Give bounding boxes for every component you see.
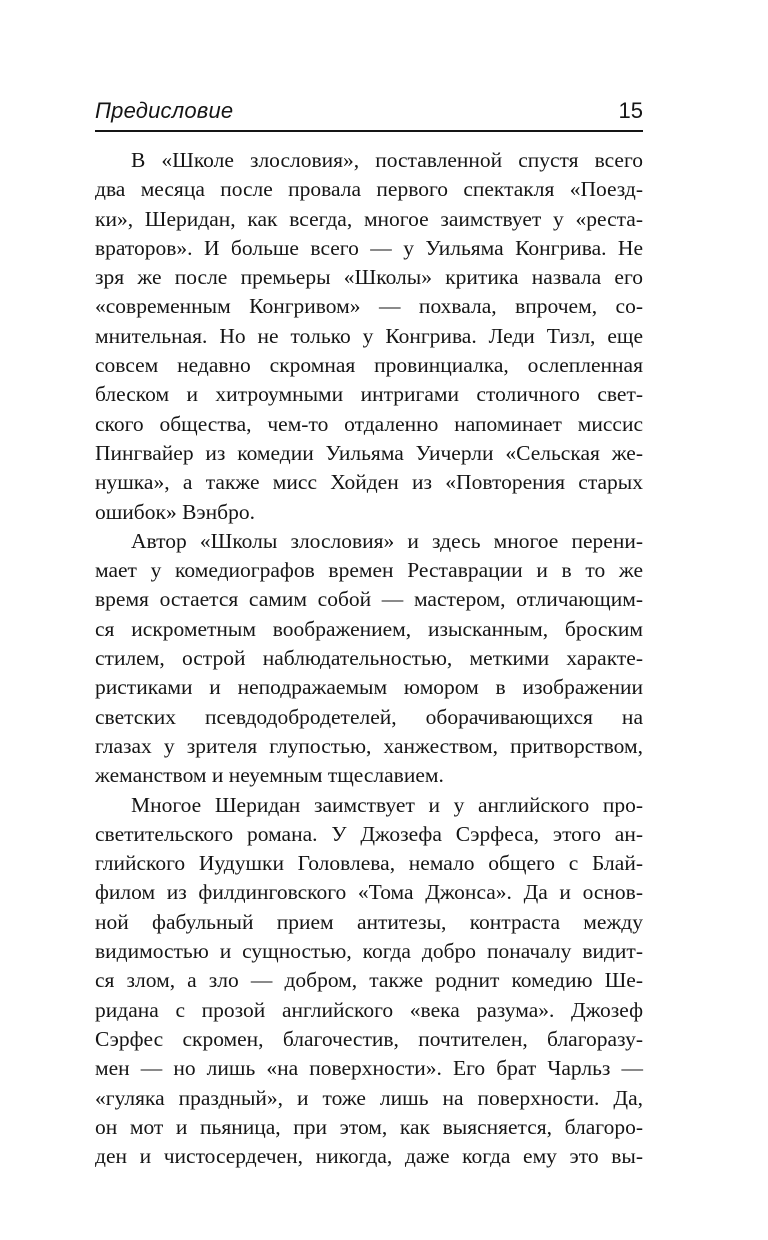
text-line: нушка», а также мисс Хойден из «Повторения старых <box>95 470 643 495</box>
text-line: ошибок» Вэнбро. <box>95 499 255 524</box>
running-title: Предисловие <box>95 98 234 123</box>
text-line: ридана с прозой английского «века разума». Джозеф <box>95 997 643 1022</box>
text-line: «современным Конгривом» — похвала, впрочем, со- <box>95 294 643 319</box>
text-line: глийского Иудушки Головлева, немало общего с Блай- <box>95 851 643 876</box>
text-line: глазах у зрителя глупостью, ханжеством, притворством, <box>95 733 643 758</box>
text-line: совсем недавно скромная провинциалка, ослепленная <box>95 353 643 378</box>
text-line: ной фабульный прием антитезы, контраста между <box>95 909 643 934</box>
text-line: мнительная. Но не только у Конгрива. Леди Тизл, еще <box>95 323 643 348</box>
text-line: светских псевдодобродетелей, оборачивающихся на <box>95 704 643 729</box>
page-number: 15 <box>618 98 643 123</box>
text-line: ся злом, а зло — добром, также роднит комедию Ше- <box>95 968 643 993</box>
text-line: Автор «Школы злословия» и здесь многое перени- <box>131 528 643 553</box>
text-line: блеском и хитроумными интригами столичного свет- <box>95 382 643 407</box>
text-line: ского общества, чем-то отдаленно напоминает миссис <box>95 411 643 436</box>
text-line: жеманством и неуемным тщеславием. <box>95 763 444 788</box>
text-line: филом из филдинговского «Тома Джонса». Да и основ- <box>95 880 643 905</box>
text-line: время остается самим собой — мастером, отличающим- <box>95 587 643 612</box>
text-line: зря же после премьеры «Школы» критика назвала его <box>95 265 643 290</box>
text-line: «гуляка праздный», и тоже лишь на поверхности. Да, <box>95 1085 643 1110</box>
text-line: мен — но лишь «на поверхности». Его брат Чарльз — <box>95 1056 643 1081</box>
text-line: ден и чистосердечен, никогда, даже когда ему это вы- <box>95 1144 643 1169</box>
text-line: Пингвайер из комедии Уильяма Уичерли «Сельская же- <box>95 440 643 465</box>
text-line: мает у комедиографов времен Реставрации и в то же <box>95 558 643 583</box>
paragraph <box>95 791 643 1172</box>
text-line: он мот и пьяница, при этом, как выясняется, благоро- <box>95 1114 643 1139</box>
body-text <box>95 146 643 1171</box>
text-line: два месяца после провала первого спектакля «Поезд- <box>95 177 643 202</box>
page-header <box>95 94 643 132</box>
text-line: враторов». И больше всего — у Уильяма Конгрива. Не <box>95 235 643 260</box>
text-line: Многое Шеридан заимствует и у английского про- <box>131 792 643 817</box>
text-line: ки», Шеридан, как всегда, многое заимствует у «реста- <box>95 206 643 231</box>
text-line: светительского романа. У Джозефа Сэрфеса, этого ан- <box>95 821 643 846</box>
text-line: ристиками и неподражаемым юмором в изображении <box>95 675 643 700</box>
paragraph <box>95 146 643 527</box>
text-line: стилем, острой наблюдательностью, меткими характе- <box>95 646 643 671</box>
text-line: видимостью и сущностью, когда добро поначалу видит- <box>95 939 643 964</box>
text-line: ся искрометным воображением, изысканным, броским <box>95 616 643 641</box>
text-line: Сэрфес скромен, благочестив, почтителен, благоразу- <box>95 1026 643 1051</box>
paragraph <box>95 527 643 791</box>
text-line: В «Школе злословия», поставленной спустя всего <box>131 148 643 172</box>
